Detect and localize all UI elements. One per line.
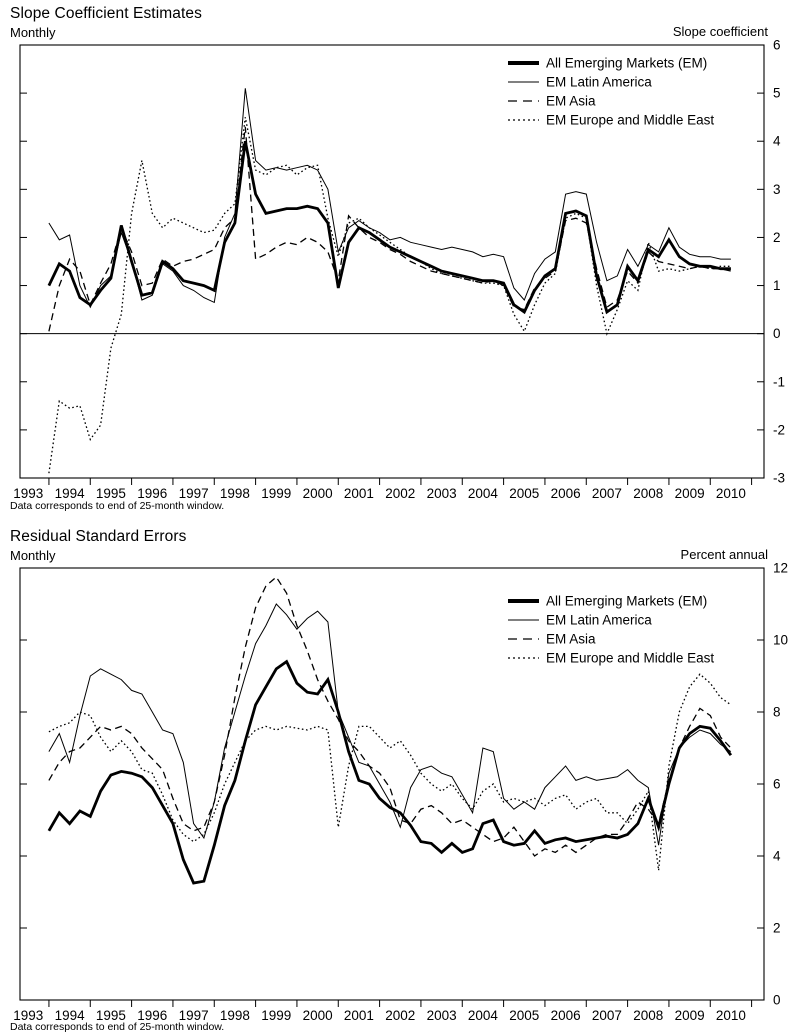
legend-item-all-emerging-markets-em [508,594,707,609]
x-axis-label: 1999 [261,1008,292,1023]
x-axis-label: 1995 [95,486,126,501]
chart1-frequency-label: Monthly [10,25,56,40]
chart1-unit-label: Slope coefficient [672,24,768,39]
x-axis-label: 2009 [674,1008,705,1023]
top-chart [13,38,785,502]
chart2-unit-label: Percent annual [680,547,768,562]
legend-item-em-asia [508,94,596,109]
legend-item-em-latin-america [508,613,652,628]
chart1-title: Slope Coefficient Estimates [10,5,202,22]
y-axis-label: 1 [773,278,781,294]
x-axis-label: 1996 [137,1008,168,1023]
legend-item-em-europe-and-middle-east [508,651,714,666]
x-axis-label: 2000 [302,486,333,501]
y-axis-label: 12 [773,560,789,576]
y-axis-label: 10 [773,632,789,648]
x-axis-label: 2007 [591,486,622,501]
chart2-footnote: Data corresponds to end of 25-month window. [10,1021,225,1033]
legend-label: EM Latin America [546,612,652,628]
legend-item-em-europe-and-middle-east [508,113,714,128]
y-axis-label: 2 [773,229,781,245]
chart1-footnote: Data corresponds to end of 25-month window. [10,500,225,512]
x-axis-label: 1994 [54,1008,85,1023]
legend-label: EM Europe and Middle East [546,112,715,128]
series-line-em-latin-america [49,604,731,845]
x-axis-label: 1996 [137,486,168,501]
y-axis-label: 3 [773,181,781,197]
legend-item-em-asia [508,632,596,647]
x-axis-label: 2001 [343,486,374,501]
x-axis-label: 2008 [633,1008,664,1023]
x-axis-label: 2000 [302,1008,333,1023]
legend-item-all-emerging-markets-em [508,56,707,71]
y-axis-label: 4 [773,848,781,864]
legend-label: EM Latin America [546,74,652,90]
x-axis-label: 2003 [426,1008,457,1023]
x-axis-label: 2002 [385,486,416,501]
x-axis-label: 1997 [178,1008,209,1023]
x-axis-label: 2004 [467,486,498,501]
x-axis-label: 1997 [178,486,209,501]
legend-item-em-latin-america [508,75,652,90]
legend [508,594,714,666]
y-axis-label: 0 [773,992,781,1008]
plot-frame [20,568,764,1000]
x-axis-label: 2003 [426,486,457,501]
series-line-all-emerging-markets-em [49,662,731,883]
x-axis-label: 2004 [467,1008,498,1023]
y-axis-label: 6 [773,37,781,53]
y-axis-label: -2 [773,422,786,438]
x-axis-label: 1995 [95,1008,126,1023]
x-axis-label: 2010 [715,1008,746,1023]
x-axis-label: 2006 [550,1008,581,1023]
x-axis-label: 2002 [385,1008,416,1023]
bottom-chart [13,561,788,1024]
x-axis-label: 2006 [550,486,581,501]
legend-label: All Emerging Markets (EM) [546,55,708,71]
y-axis-label: 0 [773,326,781,342]
chart2-title: Residual Standard Errors [10,528,187,545]
x-axis-label: 2010 [715,486,746,501]
y-axis-label: -3 [773,470,786,486]
legend-label: All Emerging Markets (EM) [546,593,708,609]
chart2-frequency-label: Monthly [10,548,56,563]
legend-label: EM Asia [546,93,596,109]
legend-label: EM Asia [546,631,596,647]
y-axis-label: -1 [773,374,786,390]
x-axis-label: 2007 [591,1008,622,1023]
y-axis-label: 6 [773,776,781,792]
x-axis-label: 2008 [633,486,664,501]
y-axis-label: 5 [773,85,781,101]
x-axis-label: 1994 [54,486,85,501]
series-line-all-emerging-markets-em [49,141,731,312]
series-line-em-europe-and-middle-east [49,674,731,870]
x-axis-label: 1998 [219,486,250,501]
x-axis-label: 1999 [261,486,292,501]
x-axis-label: 1993 [13,486,44,501]
x-axis-label: 2005 [509,486,540,501]
series-line-em-asia [49,127,731,331]
legend [508,56,714,128]
y-axis-label: 2 [773,920,781,936]
y-axis-label: 8 [773,704,781,720]
y-axis-label: 4 [773,133,781,149]
x-axis-label: 2005 [509,1008,540,1023]
x-axis-label: 2001 [343,1008,374,1023]
x-axis-label: 1993 [13,1008,44,1023]
legend-label: EM Europe and Middle East [546,650,715,666]
x-axis-label: 1998 [219,1008,250,1023]
x-axis-label: 2009 [674,486,705,501]
